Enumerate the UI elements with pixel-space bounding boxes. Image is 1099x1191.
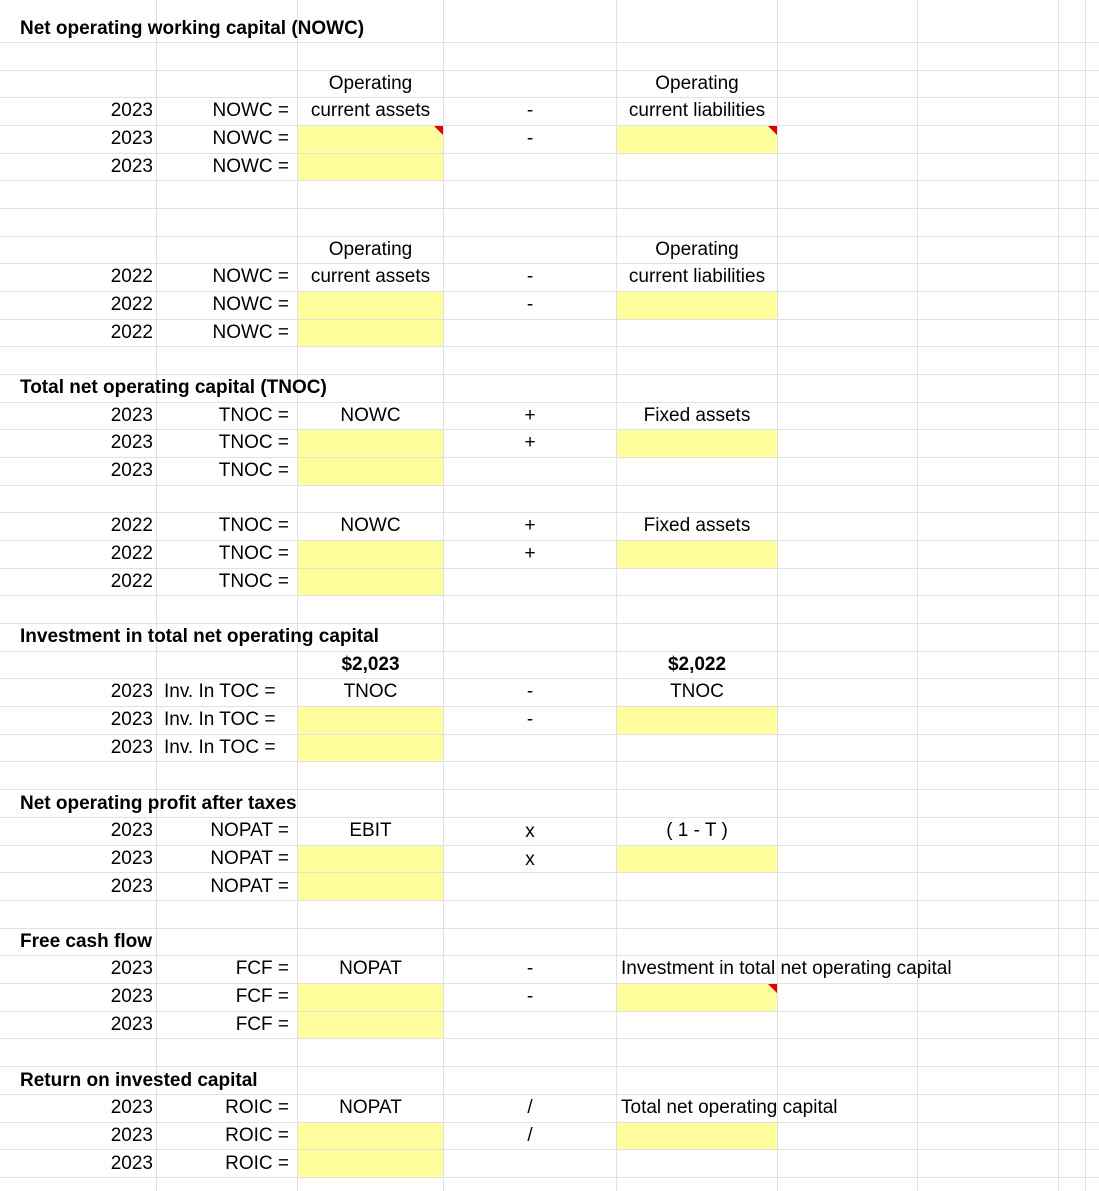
section-title-fcf: Free cash flow bbox=[20, 931, 152, 952]
nowc-label: NOWC = bbox=[212, 294, 289, 315]
nowc-label: NOWC = bbox=[212, 322, 289, 343]
inv-label: Inv. In TOC = bbox=[164, 681, 276, 702]
header-investment-toc: Investment in total net operating capital bbox=[621, 958, 952, 979]
nopat-label: NOPAT = bbox=[210, 820, 289, 841]
year-cell: 2022 bbox=[110, 322, 153, 343]
inv-label: Inv. In TOC = bbox=[164, 709, 276, 730]
tnoc-label: TNOC = bbox=[218, 460, 289, 481]
minus-operator: - bbox=[526, 986, 534, 1007]
input-cell-roic-a[interactable] bbox=[298, 1123, 443, 1149]
year-cell: 2023 bbox=[110, 405, 153, 426]
year-cell: 2022 bbox=[110, 294, 153, 315]
plus-operator: + bbox=[524, 543, 536, 564]
roic-label: ROIC = bbox=[225, 1097, 289, 1118]
header-nowc: NOWC bbox=[340, 405, 401, 426]
inv-label: Inv. In TOC = bbox=[164, 737, 276, 758]
year-cell: 2023 bbox=[110, 848, 153, 869]
year-cell: 2023 bbox=[110, 156, 153, 177]
header-tnoc: TNOC bbox=[670, 681, 724, 702]
row-line bbox=[0, 70, 1099, 71]
section-title-roic: Return on invested capital bbox=[20, 1070, 258, 1091]
plus-operator: + bbox=[524, 405, 536, 426]
header-year-2023: $2,023 bbox=[341, 654, 400, 675]
year-cell: 2023 bbox=[110, 100, 153, 121]
input-cell-fcf-a[interactable] bbox=[298, 984, 443, 1011]
row-line bbox=[0, 208, 1099, 209]
times-operator: x bbox=[525, 821, 535, 842]
input-cell-tnoc-2023-a[interactable] bbox=[298, 430, 443, 457]
minus-operator: - bbox=[526, 709, 534, 730]
input-cell-inv-prior[interactable] bbox=[617, 707, 777, 734]
tnoc-label: TNOC = bbox=[218, 405, 289, 426]
minus-operator: - bbox=[526, 266, 534, 287]
year-cell: 2023 bbox=[110, 128, 153, 149]
year-cell: 2022 bbox=[110, 515, 153, 536]
year-cell: 2023 bbox=[110, 460, 153, 481]
input-cell-nowc-2022-assets-b[interactable] bbox=[298, 320, 443, 346]
header-current-assets: current assets bbox=[310, 266, 431, 287]
minus-operator: - bbox=[526, 100, 534, 121]
tnoc-label: TNOC = bbox=[218, 515, 289, 536]
input-cell-tnoc-2022-fixed[interactable] bbox=[617, 541, 777, 568]
plus-operator: + bbox=[524, 432, 536, 453]
roic-label: ROIC = bbox=[225, 1125, 289, 1146]
row-line bbox=[0, 236, 1099, 237]
header-operating: Operating bbox=[328, 239, 413, 260]
input-cell-nopat-a[interactable] bbox=[298, 846, 443, 872]
input-cell-nowc-2023-assets-a[interactable] bbox=[298, 126, 443, 153]
fcf-label: FCF = bbox=[235, 986, 289, 1007]
minus-operator: - bbox=[526, 128, 534, 149]
header-ebit: EBIT bbox=[349, 820, 392, 841]
header-fixed-assets: Fixed assets bbox=[643, 515, 751, 536]
header-year-2022: $2,022 bbox=[667, 654, 727, 675]
comment-indicator-icon[interactable] bbox=[434, 126, 443, 135]
input-cell-fcf-b[interactable] bbox=[298, 1012, 443, 1038]
header-tnoc: TNOC bbox=[343, 681, 398, 702]
input-cell-tnoc-2022-b[interactable] bbox=[298, 569, 443, 595]
input-cell-inv-b[interactable] bbox=[298, 735, 443, 761]
fcf-label: FCF = bbox=[235, 1014, 289, 1035]
input-cell-inv-a[interactable] bbox=[298, 707, 443, 734]
year-cell: 2023 bbox=[110, 958, 153, 979]
year-cell: 2023 bbox=[110, 876, 153, 897]
year-cell: 2023 bbox=[110, 1153, 153, 1174]
header-current-assets: current assets bbox=[310, 100, 431, 121]
comment-indicator-icon[interactable] bbox=[768, 984, 777, 993]
tnoc-label: TNOC = bbox=[218, 571, 289, 592]
input-cell-tnoc-2023-fixed[interactable] bbox=[617, 430, 777, 457]
divide-operator: / bbox=[527, 1125, 533, 1146]
comment-indicator-icon[interactable] bbox=[768, 126, 777, 135]
header-operating: Operating bbox=[655, 73, 739, 94]
header-nopat: NOPAT bbox=[339, 958, 402, 979]
input-cell-fcf-investment[interactable] bbox=[617, 984, 777, 1011]
nopat-label: NOPAT = bbox=[210, 848, 289, 869]
fcf-label: FCF = bbox=[235, 958, 289, 979]
year-cell: 2023 bbox=[110, 986, 153, 1007]
input-cell-nopat-tax[interactable] bbox=[617, 846, 777, 872]
nopat-label: NOPAT = bbox=[210, 876, 289, 897]
header-fixed-assets: Fixed assets bbox=[643, 405, 751, 426]
year-cell: 2023 bbox=[110, 1014, 153, 1035]
tnoc-label: TNOC = bbox=[218, 432, 289, 453]
year-cell: 2023 bbox=[110, 1125, 153, 1146]
header-nopat: NOPAT bbox=[339, 1097, 402, 1118]
year-cell: 2023 bbox=[110, 432, 153, 453]
nowc-label: NOWC = bbox=[212, 266, 289, 287]
nowc-label: NOWC = bbox=[212, 128, 289, 149]
section-title-nopat: Net operating profit after taxes bbox=[20, 793, 297, 814]
section-title-nowc: Net operating working capital (NOWC) bbox=[20, 18, 365, 39]
header-operating: Operating bbox=[328, 73, 413, 94]
row-line bbox=[0, 651, 1099, 652]
input-cell-nowc-2023-liabilities[interactable] bbox=[617, 126, 777, 153]
row-line bbox=[0, 485, 1099, 486]
year-cell: 2022 bbox=[110, 266, 153, 287]
divide-operator: / bbox=[527, 1097, 533, 1118]
input-cell-nowc-2022-liabilities[interactable] bbox=[617, 292, 777, 319]
row-line bbox=[0, 928, 1099, 929]
input-cell-nowc-2023-assets-b[interactable] bbox=[298, 154, 443, 180]
tnoc-label: TNOC = bbox=[218, 543, 289, 564]
year-cell: 2022 bbox=[110, 543, 153, 564]
minus-operator: - bbox=[526, 958, 534, 979]
input-cell-roic-capital[interactable] bbox=[617, 1123, 777, 1149]
input-cell-tnoc-2023-b[interactable] bbox=[298, 458, 443, 485]
section-title-tnoc: Total net operating capital (TNOC) bbox=[20, 377, 327, 398]
input-cell-nopat-b[interactable] bbox=[298, 873, 443, 900]
year-cell: 2023 bbox=[110, 1097, 153, 1118]
header-current-liabilities: current liabilities bbox=[628, 100, 766, 121]
header-nowc: NOWC bbox=[340, 515, 401, 536]
section-title-investment: Investment in total net operating capital bbox=[20, 626, 379, 647]
plus-operator: + bbox=[524, 515, 536, 536]
minus-operator: - bbox=[526, 294, 534, 315]
input-cell-tnoc-2022-a[interactable] bbox=[298, 541, 443, 568]
minus-operator: - bbox=[526, 681, 534, 702]
input-cell-nowc-2022-assets-a[interactable] bbox=[298, 292, 443, 319]
year-cell: 2022 bbox=[110, 571, 153, 592]
header-operating: Operating bbox=[655, 239, 739, 260]
year-cell: 2023 bbox=[110, 737, 153, 758]
nowc-label: NOWC = bbox=[212, 100, 289, 121]
header-total-capital: Total net operating capital bbox=[621, 1097, 838, 1118]
header-tax: ( 1 - T ) bbox=[666, 820, 728, 841]
header-current-liabilities: current liabilities bbox=[628, 266, 766, 287]
year-cell: 2023 bbox=[110, 681, 153, 702]
input-cell-roic-b[interactable] bbox=[298, 1150, 443, 1177]
nowc-label: NOWC = bbox=[212, 156, 289, 177]
year-cell: 2023 bbox=[110, 709, 153, 730]
times-operator: x bbox=[525, 849, 535, 870]
year-cell: 2023 bbox=[110, 820, 153, 841]
roic-label: ROIC = bbox=[225, 1153, 289, 1174]
